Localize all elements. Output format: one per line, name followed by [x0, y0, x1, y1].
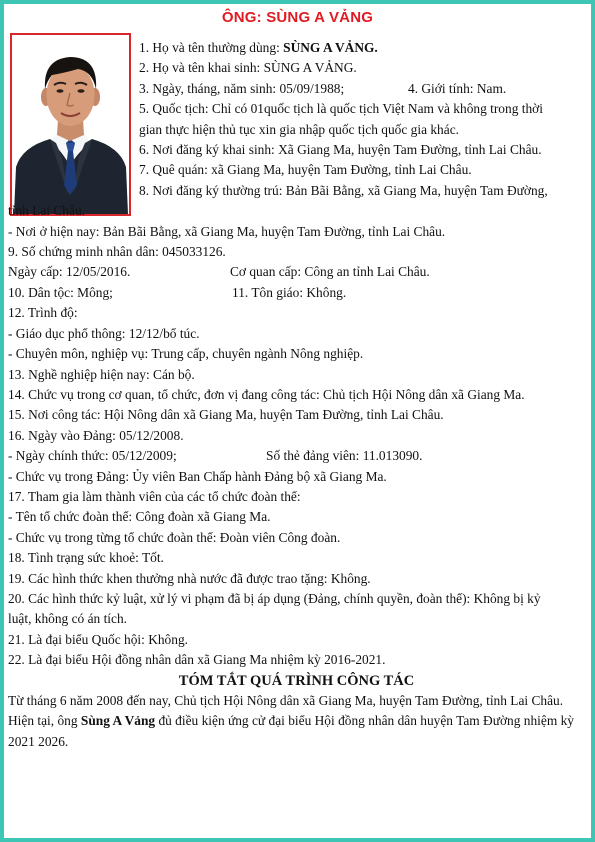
item-10-11	[8, 283, 585, 303]
item-11: 11. Tôn giáo: Không.	[232, 284, 347, 300]
item-12: 12. Trình độ:	[8, 305, 78, 321]
item-9-issue	[8, 262, 585, 282]
item-1-value: SÙNG A VẢNG.	[283, 40, 378, 55]
item-5-line-1: 5. Quốc tịch: Chỉ có 01quốc tịch là quốc tịch Việt Nam và không trong thời	[139, 101, 543, 117]
item-1	[8, 38, 585, 58]
summary-heading: TÓM TẮT QUÁ TRÌNH CÔNG TÁC	[178, 672, 415, 689]
item-16-official	[8, 446, 585, 466]
item-6: 6. Nơi đăng ký khai sinh: Xã Giang Ma, huyện Tam Đường, tỉnh Lai Châu.	[139, 142, 542, 158]
item-7: 7. Quê quán: xã Giang Ma, huyện Tam Đường, tỉnh Lai Châu.	[139, 162, 472, 178]
item-3: 3. Ngày, tháng, năm sinh: 05/09/1988;	[139, 80, 345, 96]
page-title: ÔNG: SÙNG A VẢNG	[221, 9, 374, 26]
summary-p2-post: đủ điều kiện ứng cử đại biểu Hội đồng nhân dân huyện Tam Đường nhiệm kỳ 2021 2026.	[8, 713, 574, 749]
item-8-residence: - Nơi ở hiện nay: Bản Bãi Bằng, xã Giang Ma, huyện Tam Đường, tỉnh Lai Châu.	[8, 223, 446, 239]
item-3-4	[8, 79, 585, 99]
item-22: 22. Là đại biểu Hội đồng nhân dân xã Giang Ma nhiệm kỳ 2016-2021.	[8, 652, 386, 668]
item-16-date: - Ngày chính thức: 05/12/2009;	[8, 448, 177, 464]
item-17-role: - Chức vụ trong từng tổ chức đoàn thể: Đoàn viên Công đoàn.	[8, 529, 341, 545]
summary-paragraph-1: Từ tháng 6 năm 2008 đến nay, Chủ tịch Hội Nông dân xã Giang Ma, huyện Tam Đường, tỉnh Lai Châu.	[8, 693, 564, 708]
item-12-profession: - Chuyên môn, nghiệp vụ: Trung cấp, chuyên ngành Nông nghiệp.	[8, 346, 364, 362]
item-5-line-2: gian thực hiện thủ tục xin gia nhập quốc tịch quốc gia khác.	[139, 121, 459, 137]
item-4: 4. Giới tính: Nam.	[408, 80, 507, 96]
item-20-line-1: 20. Các hình thức kỷ luật, xử lý vi phạm đã bị áp dụng (Đảng, chính quyền, đoàn thể): Không bị kỷ	[8, 590, 541, 606]
summary-p2-name: Sùng A Vảng	[80, 713, 156, 729]
item-8-line-1: 8. Nơi đăng ký thường trú: Bản Bãi Bằng, xã Giang Ma, huyện Tam Đường,	[139, 182, 548, 198]
item-16: 16. Ngày vào Đảng: 05/12/2008.	[8, 427, 184, 443]
profile-content	[8, 38, 585, 752]
item-8-line-2: tỉnh Lai Châu.	[8, 203, 85, 219]
item-9-date: Ngày cấp: 12/05/2016.	[8, 264, 131, 280]
item-16-position: - Chức vụ trong Đảng: Ủy viên Ban Chấp hành Đảng bộ xã Giang Ma.	[8, 468, 387, 484]
item-18: 18. Tình trạng sức khoẻ: Tốt.	[8, 550, 164, 566]
item-13: 13. Nghề nghiệp hiện nay: Cán bộ.	[8, 366, 195, 382]
item-9: 9. Số chứng minh nhân dân: 045033126.	[8, 244, 226, 260]
item-16-card: Số thẻ đảng viên: 11.013090.	[266, 448, 423, 464]
item-12-general: - Giáo dục phổ thông: 12/12/bổ túc.	[8, 325, 200, 341]
summary-p2-pre: Hiện tại, ông	[8, 713, 81, 729]
item-2: 2. Họ và tên khai sinh: SÙNG A VẢNG.	[139, 60, 357, 76]
item-19: 19. Các hình thức khen thưởng nhà nước đã được trao tặng: Không.	[8, 570, 371, 586]
item-15: 15. Nơi công tác: Hội Nông dân xã Giang Ma, huyện Tam Đường, tỉnh Lai Châu.	[8, 407, 444, 423]
item-21: 21. Là đại biểu Quốc hội: Không.	[8, 631, 188, 647]
item-9-authority: Cơ quan cấp: Công an tỉnh Lai Châu.	[230, 264, 430, 280]
item-17: 17. Tham gia làm thành viên của các tổ chức đoàn thể:	[8, 488, 301, 504]
summary-paragraph-2	[8, 711, 585, 752]
item-14: 14. Chức vụ trong cơ quan, tổ chức, đơn vị đang công tác: Chủ tịch Hội Nông dân xã Giang Ma.	[8, 386, 525, 402]
item-20-line-2: luật, không có án tích.	[8, 611, 127, 627]
item-10: 10. Dân tộc: Mông;	[8, 284, 113, 300]
item-17-org: - Tên tổ chức đoàn thể: Công đoàn xã Giang Ma.	[8, 509, 271, 525]
item-1-label: 1. Họ và tên thường dùng:	[139, 40, 284, 55]
